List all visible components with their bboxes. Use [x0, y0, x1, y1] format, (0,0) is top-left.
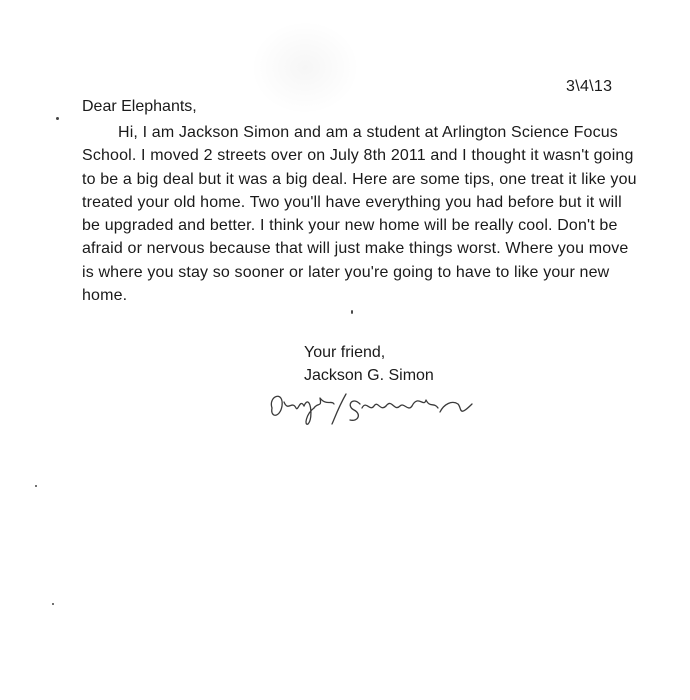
scan-speck — [52, 603, 54, 605]
letter-date: 3\4\13 — [566, 78, 613, 95]
scan-speck — [351, 310, 353, 314]
scan-speck — [56, 117, 59, 120]
scan-speck — [35, 485, 37, 487]
body-paragraph: Hi, I am Jackson Simon and am a student at Arlington Science Focus School. I moved 2 streets over on July 8th 2011 and I thought it wasn't going to be a big deal but it was a big deal. Here are some tips, one treat it like you treated your old home. Two you'll have everything you had before but it will be upgraded and better. I think your new home will be really cool. Don't be afraid or nervous because that will just make things worst. Where you move is where you stay so sooner or later you're going to have to like your new home. — [82, 124, 637, 305]
signer-name: Jackson G. Simon — [304, 367, 434, 384]
letter-body — [82, 121, 642, 307]
closing-phrase: Your friend, — [304, 344, 386, 361]
handwritten-signature — [262, 378, 492, 428]
salutation: Dear Elephants, — [82, 98, 197, 115]
scan-smudge — [250, 20, 360, 115]
